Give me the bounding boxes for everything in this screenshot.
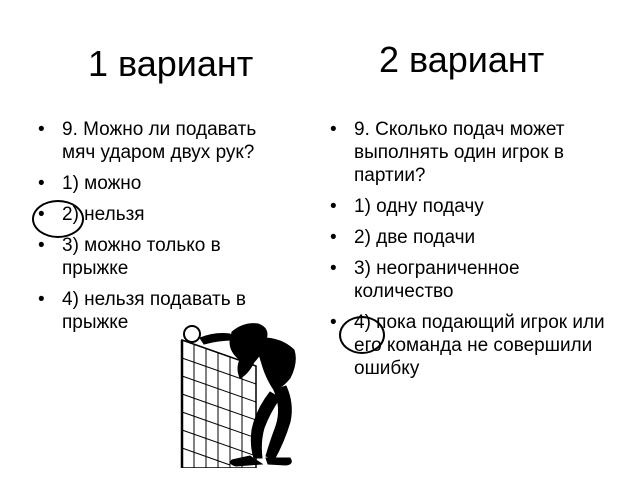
bullet-icon: • [38, 289, 45, 310]
list-item [330, 195, 620, 218]
answer-option: 1) одну подачу [354, 196, 484, 217]
list-item [38, 234, 288, 280]
answer-circle-mark [339, 316, 385, 354]
volleyball-player-illustration [170, 318, 310, 468]
list-item [38, 118, 288, 164]
answer-option-selected: 4) пока подающий игрок или его команда не совершили ошибку [354, 312, 605, 379]
answer-option: 2) две подачи [354, 227, 476, 248]
answer-option: 4) нельзя подавать в прыжке [62, 289, 246, 333]
bullet-icon: • [330, 196, 337, 217]
answer-option-selected: 2) нельзя [62, 204, 145, 225]
bullet-icon: • [38, 204, 45, 225]
answer-option: 3) неограниченное количество [354, 258, 520, 302]
bullet-icon: • [330, 119, 337, 140]
bullet-icon: • [330, 312, 337, 333]
list-item [330, 226, 620, 249]
list-item [330, 118, 620, 187]
list-item [330, 257, 620, 303]
bullet-icon: • [38, 173, 45, 194]
player-figure [200, 324, 295, 466]
volleyball-ball-icon [184, 326, 200, 342]
list-item [38, 172, 288, 195]
answer-option: 1) можно [62, 173, 142, 194]
bullet-icon: • [330, 258, 337, 279]
variant-2-title: 2 вариант [379, 39, 545, 80]
question-text: 9. Сколько подач может выполнять один игрок в партии? [354, 119, 565, 186]
bullet-icon: • [330, 227, 337, 248]
answer-circle-mark [32, 200, 84, 238]
answer-option: 3) можно только в прыжке [62, 235, 221, 279]
bullet-icon: • [38, 235, 45, 256]
bullet-icon: • [38, 119, 45, 140]
question-text: 9. Можно ли подавать мяч ударом двух рук? [62, 119, 257, 163]
variant-1-title: 1 вариант [88, 43, 254, 84]
